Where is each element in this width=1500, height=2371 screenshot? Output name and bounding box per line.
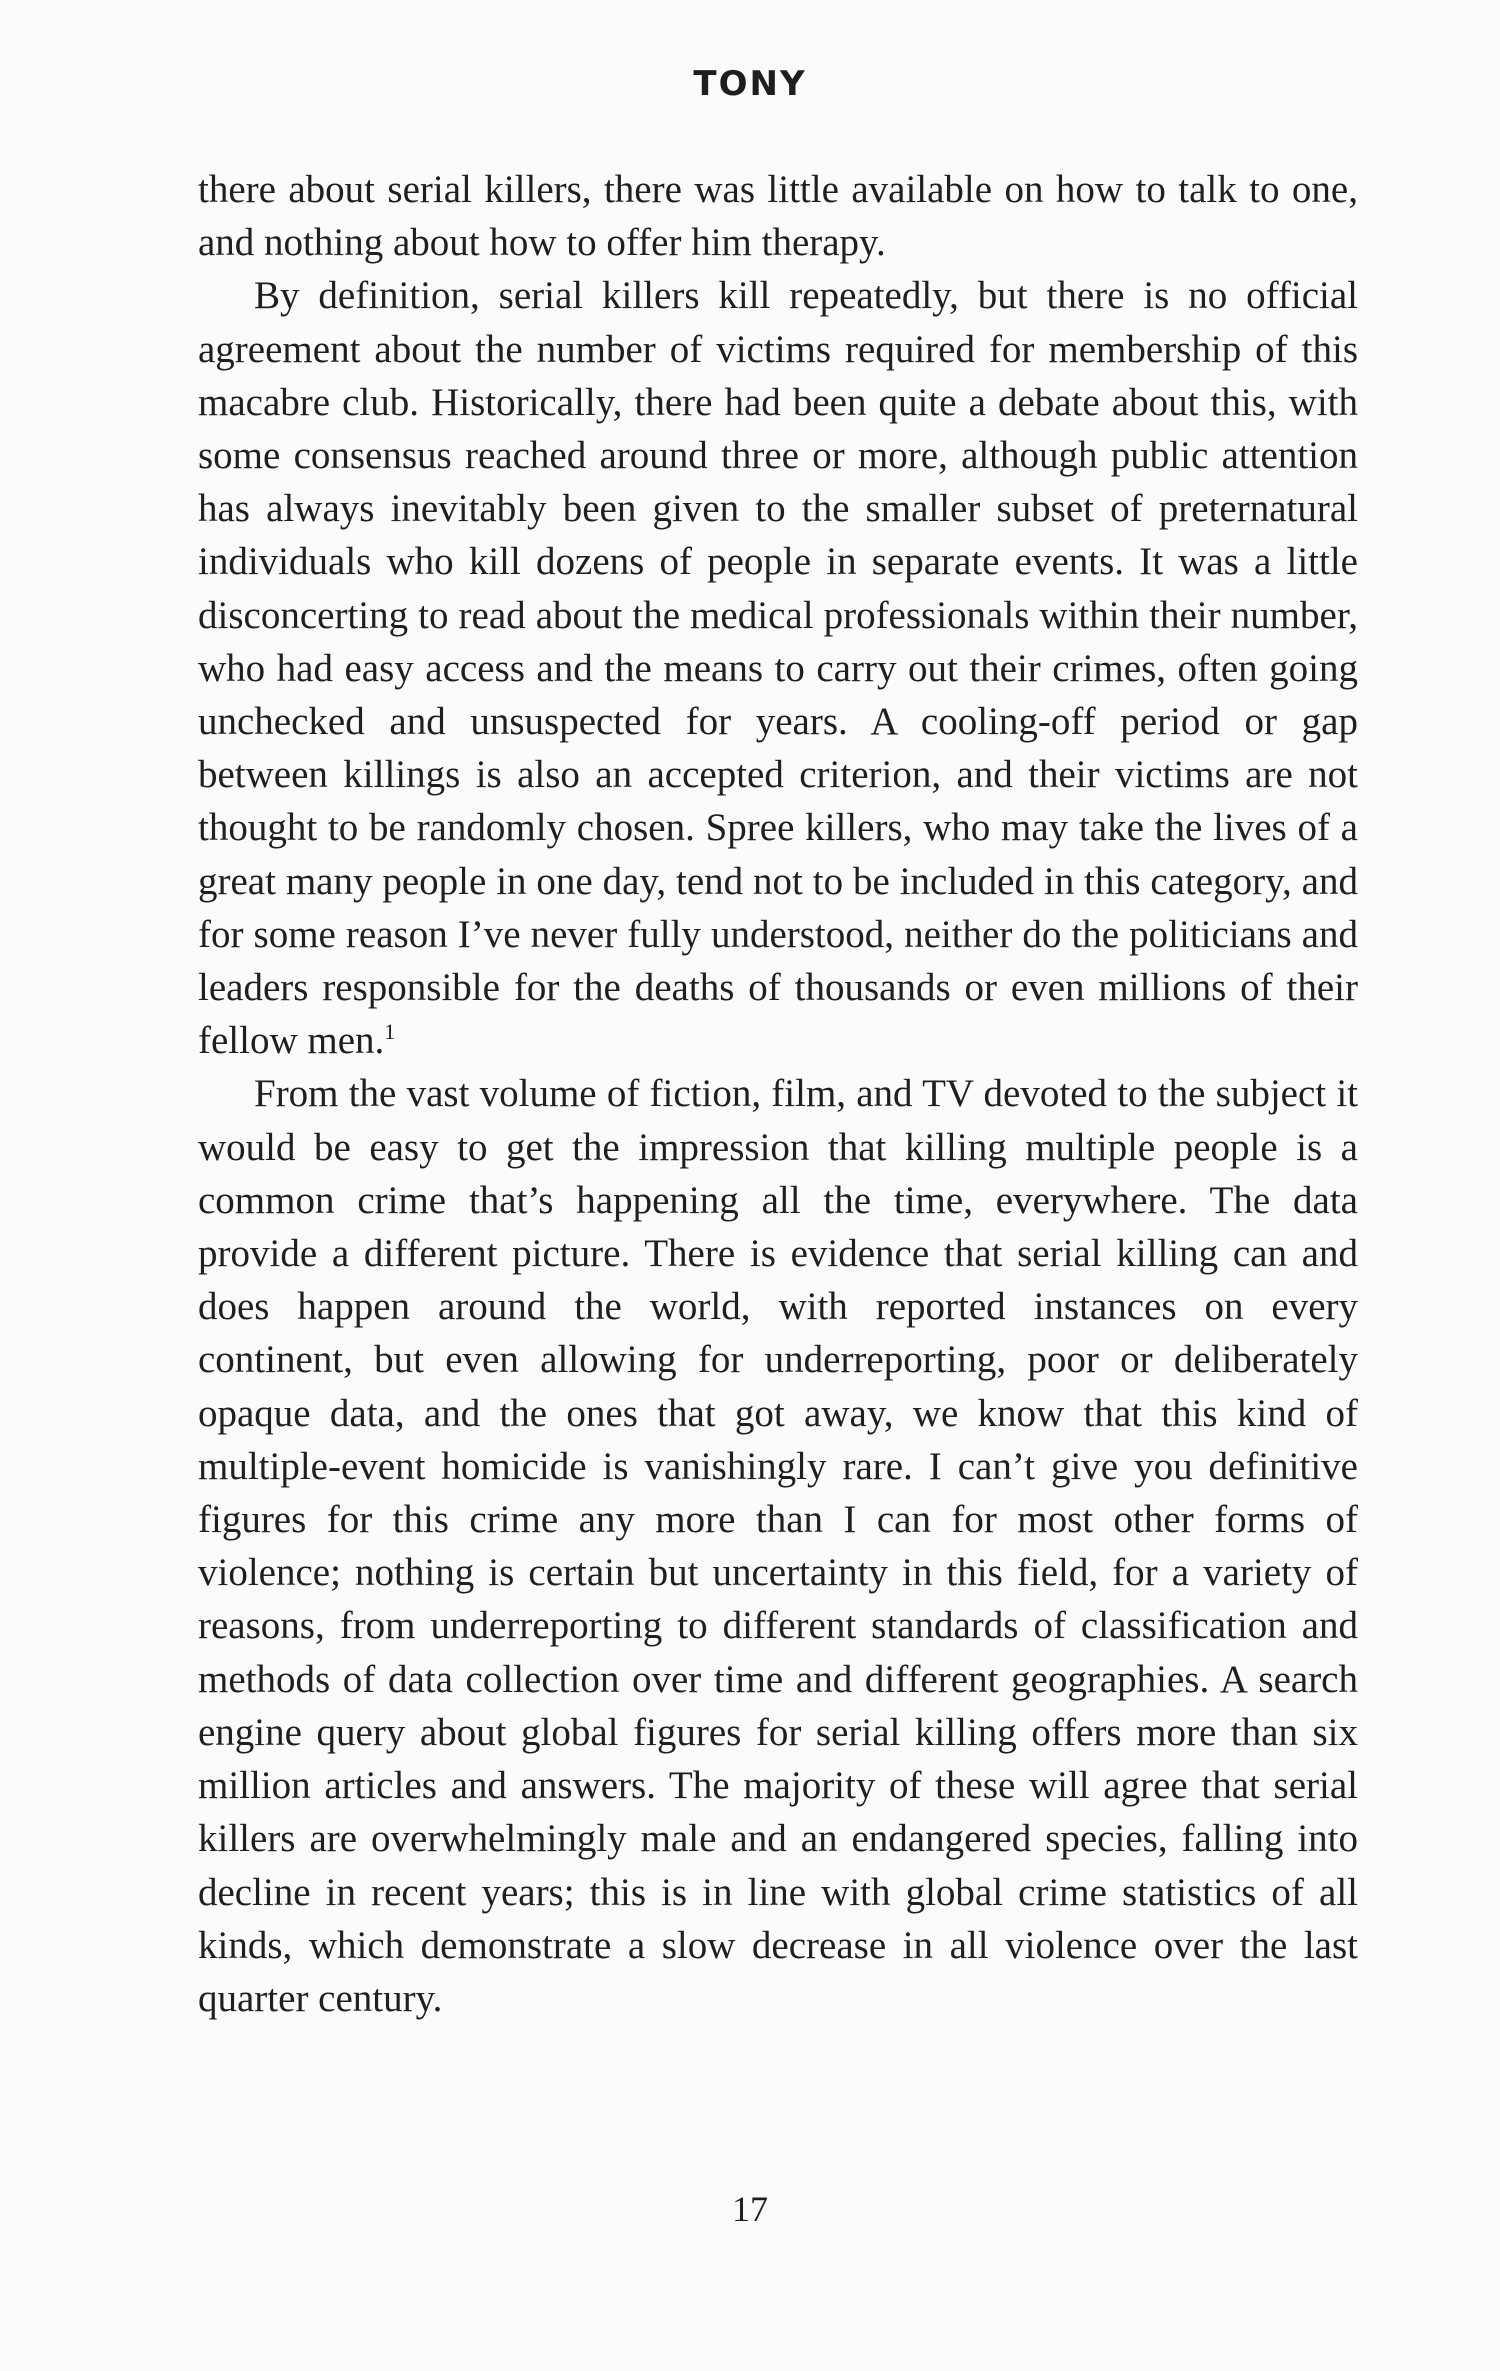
page-number: 17: [732, 2189, 768, 2229]
paragraph: [198, 163, 1358, 269]
paragraph-text: By definition, serial killers kill repeatedly, but there is no official agreement about the number of victims required for membership of this macabre club. Historically, there had been quite a debate about this, with some consensus reached around three or more, although public attention has always inevitably been given to the smaller subset of preternatural individuals who kill dozens of people in separate events. It was a little disconcerting to read about the medical professionals within their number, who had easy access and the means to carry out their crimes, often going unchecked and unsuspected for years. A cooling-off period or gap between killings is also an accepted criterion, and their victims are not thought to be randomly chosen. Spree killers, who may take the lives of a great many people in one day, tend not to be included in this category, and for some reason I’ve never fully understood, neither do the politicians and leaders responsible for the deaths of thousands or even millions of their fellow men.: [198, 274, 1358, 1063]
running-head: TONY: [693, 64, 807, 104]
paragraph-text: From the vast volume of fiction, film, and TV devoted to the subject it would be easy to get the impression that killing multiple people is a common crime that’s happening all the time, everywhere. The data provide a different picture. There is evidence that serial killing can and does happen around the world, with reported instances on every continent, but even allowing for underreporting, poor or deliberately opaque data, and the ones that got away, we know that this kind of multiple-event homicide is vanishingly rare. I can’t give you definitive figures for this crime any more than I can for most other forms of violence; nothing is certain but uncertainty in this field, for a variety of reasons, from underreporting to different standards of classification and methods of data collection over time and different geographies. A search engine query about global figures for serial killing offers more than six million articles and answers. The majority of these will agree that serial killers are overwhelmingly male and an endangered species, falling into decline in recent years; this is in line with global crime statistics of all kinds, which demonstrate a slow decrease in all violence over the last quarter century.: [198, 1072, 1358, 2020]
footnote-reference: 1: [384, 1019, 396, 1045]
body-text: [198, 163, 1358, 2025]
paragraph: [198, 1067, 1358, 2025]
paragraph: [198, 269, 1358, 1067]
paragraph-text: there about serial killers, there was little available on how to talk to one, and nothing about how to offer him therapy.: [198, 168, 1358, 265]
